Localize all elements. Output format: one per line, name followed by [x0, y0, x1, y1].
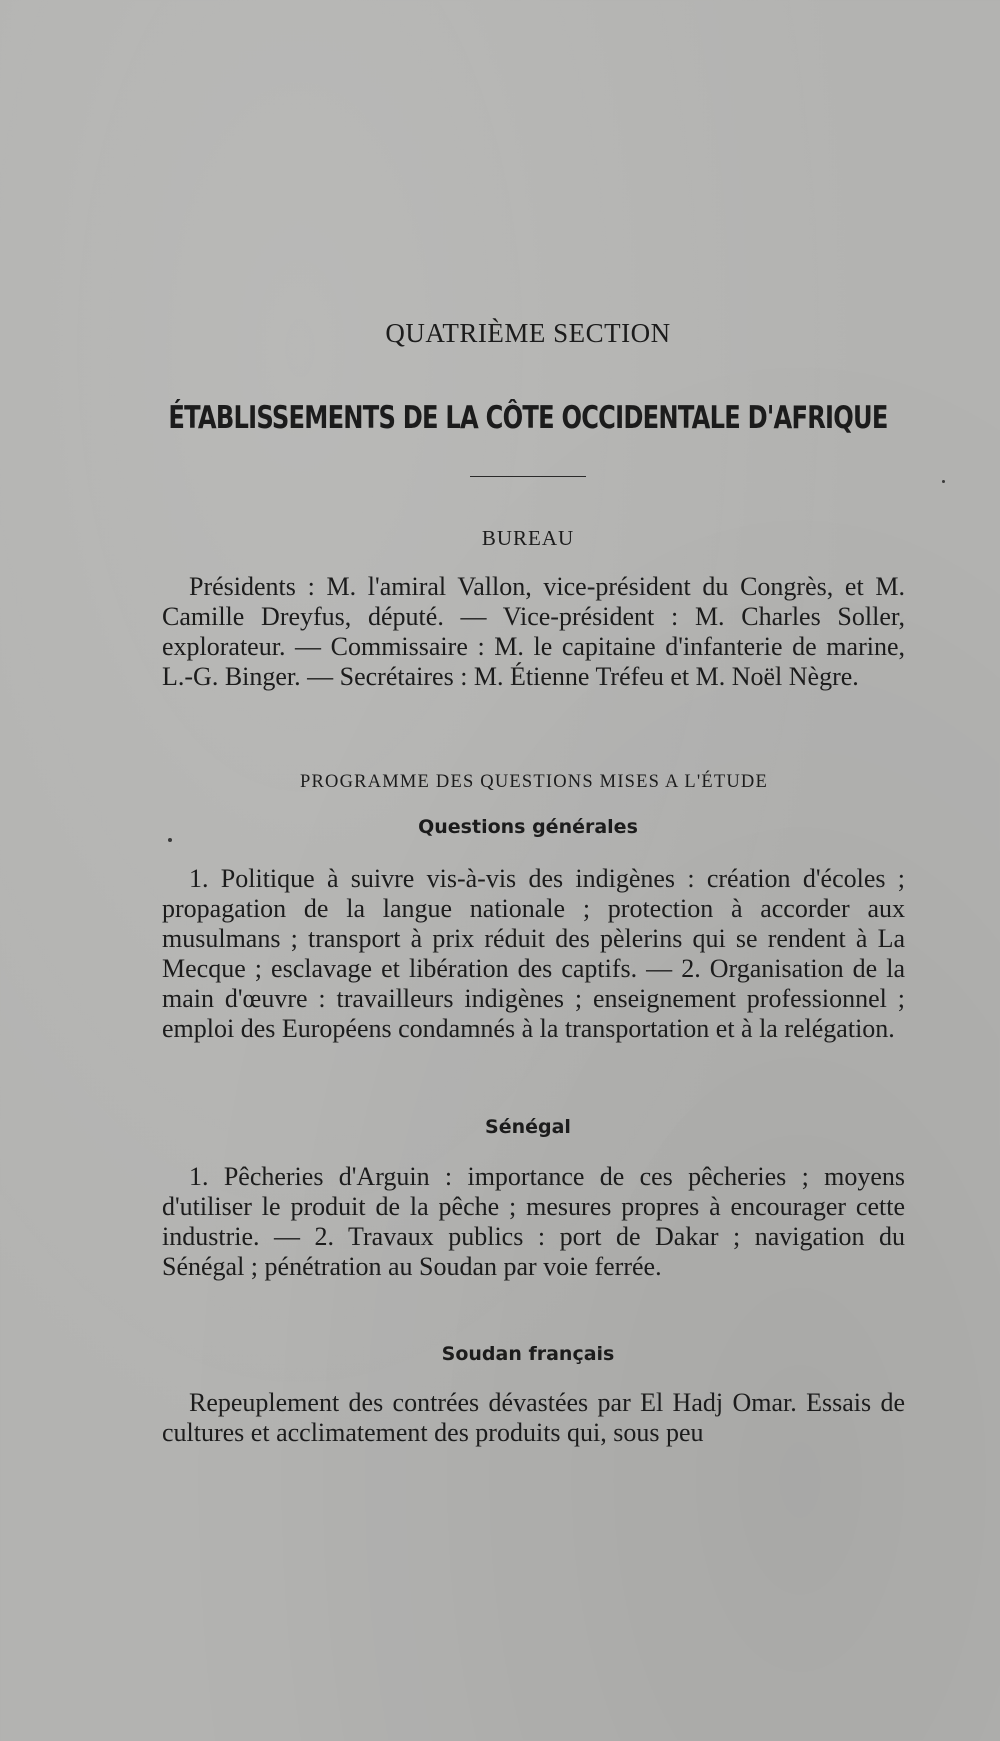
programme-heading: PROGRAMME DES QUESTIONS MISES A L'ÉTUDE	[300, 772, 768, 792]
bureau-heading: BUREAU	[481, 526, 575, 550]
title-divider	[470, 476, 586, 477]
senegal-paragraph: 1. Pêcheries d'Arguin : importance de ces pêcheries ; moyens d'utiliser le produit de la pêche ; mesures propres à encourager cette industrie. — 2. Travaux publics : port de Dakar ; navigation du Sénégal ; pénétration au Soudan par voie ferrée.	[162, 1162, 905, 1281]
soudan-heading: Soudan français	[441, 1343, 615, 1365]
ink-speck	[168, 838, 172, 842]
questions-generales-heading: Questions générales	[418, 816, 638, 838]
soudan-paragraph: Repeuplement des contrées dévastées par El Hadj Omar. Essais de cultures et acclimatement des produits qui, sous peu	[162, 1388, 905, 1447]
page-title: ÉTABLISSEMENTS DE LA CÔTE OCCIDENTALE D'AFRIQUE	[168, 400, 888, 436]
bureau-paragraph: Présidents : M. l'amiral Vallon, vice-président du Congrès, et M. Camille Dreyfus, député. — Vice-président : M. Charles Soller, explorateur. — Commissaire : M. le capitaine d'infanterie de marine, L.-G. Binger. — Secrétaires : M. Étienne Tréfeu et M. Noël Nègre.	[162, 572, 905, 691]
questions-generales-paragraph: 1. Politique à suivre vis-à-vis des indigènes : création d'écoles ; propagation de la langue nationale ; protection à accorder aux musulmans ; transport à prix réduit des pèlerins qui se rendent à La Mecque ; esclavage et libération des captifs. — 2. Organisation de la main d'œuvre : travailleurs indigènes ; enseignement professionnel ; emploi des Européens condamnés à la transportation et à la relégation.	[162, 864, 905, 1043]
section-label: QUATRIÈME SECTION	[385, 318, 671, 348]
ink-speck	[942, 480, 945, 483]
senegal-heading: Sénégal	[485, 1116, 571, 1138]
